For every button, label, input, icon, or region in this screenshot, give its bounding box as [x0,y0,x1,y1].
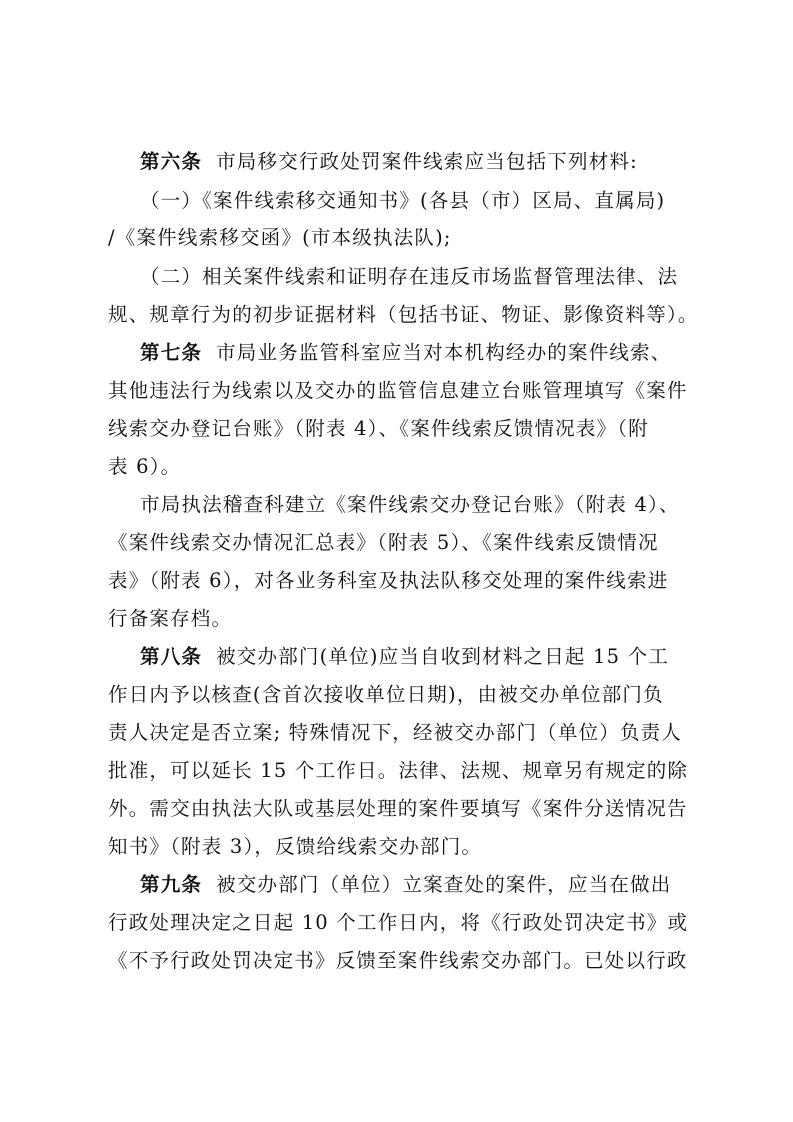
article-9-line-1 [140,866,693,904]
article-6-line-4: （二）相关案件线索和证明存在违反市场监督管理法律、法 [140,265,679,288]
article-7-line-1 [140,334,693,372]
article-9-line-3: 《不予行政处罚决定书》反馈至案件线索交办部门。已处以行政 [108,949,688,972]
article-8-text-1: 被交办部门(单位)应当自收到材料之日起 15 个工 [216,645,670,668]
article-8-line-4: 批准，可以延长 15 个工作日。法律、法规、规章另有规定的除 [108,759,689,782]
article-7-text-1: 市局业务监管科室应当对本机构经办的案件线索、 [216,341,672,364]
article-8-line-2: 作日内予以核查(含首次接收单位日期)，由被交办单位部门负 [108,683,664,706]
article-9-heading: 第九条 [140,873,203,896]
article-8-line-1 [140,638,693,676]
article-6-line-5: 规、规章行为的初步证据材料（包括书证、物证、影像资料等）。 [108,303,699,326]
article-9-text-1: 被交办部门（单位）立案查处的案件，应当在做出 [216,873,672,896]
article-6-line-1 [140,143,693,181]
article-7-line-5: 市局执法稽查科建立《案件线索交办登记台账》（附表 4）、 [140,493,680,516]
article-8-line-6: 知书》（附表 3），反馈给线索交办部门。 [108,835,483,858]
article-7-line-7: 表》（附表 6），对各业务科室及执法队移交处理的案件线索进 [108,569,669,592]
article-7-line-6: 《案件线索交办情况汇总表》（附表 5）、《案件线索反馈情况 [108,531,659,554]
article-6-heading: 第六条 [140,150,203,173]
article-8-heading: 第八条 [140,645,203,668]
article-7-line-8: 行备案存档。 [108,607,233,630]
article-7-heading: 第七条 [140,341,203,364]
article-7-line-4: 表 6）。 [108,455,182,478]
article-9-line-2: 行政处理决定之日起 10 个工作日内，将《行政处罚决定书》或 [108,911,689,934]
article-8-line-5: 外。需交由执法大队或基层处理的案件要填写《案件分送情况告 [108,797,688,820]
article-7-line-3: 线索交办登记台账》（附表 4）、《案件线索反馈情况表》（附 [108,417,649,440]
article-7-line-2: 其他违法行为线索以及交办的监管信息建立台账管理填写《案件 [108,379,688,402]
article-6-line-2: （一）《案件线索移交通知书》(各县（市）区局、直属局) [140,189,666,212]
article-8-line-3: 责人决定是否立案; 特殊情况下，经被交办部门（单位）负责人 [108,721,683,744]
article-6-text-1: 市局移交行政处罚案件线索应当包括下列材料: [216,150,638,173]
article-6-line-3: /《案件线索移交函》(市本级执法队); [108,226,452,249]
